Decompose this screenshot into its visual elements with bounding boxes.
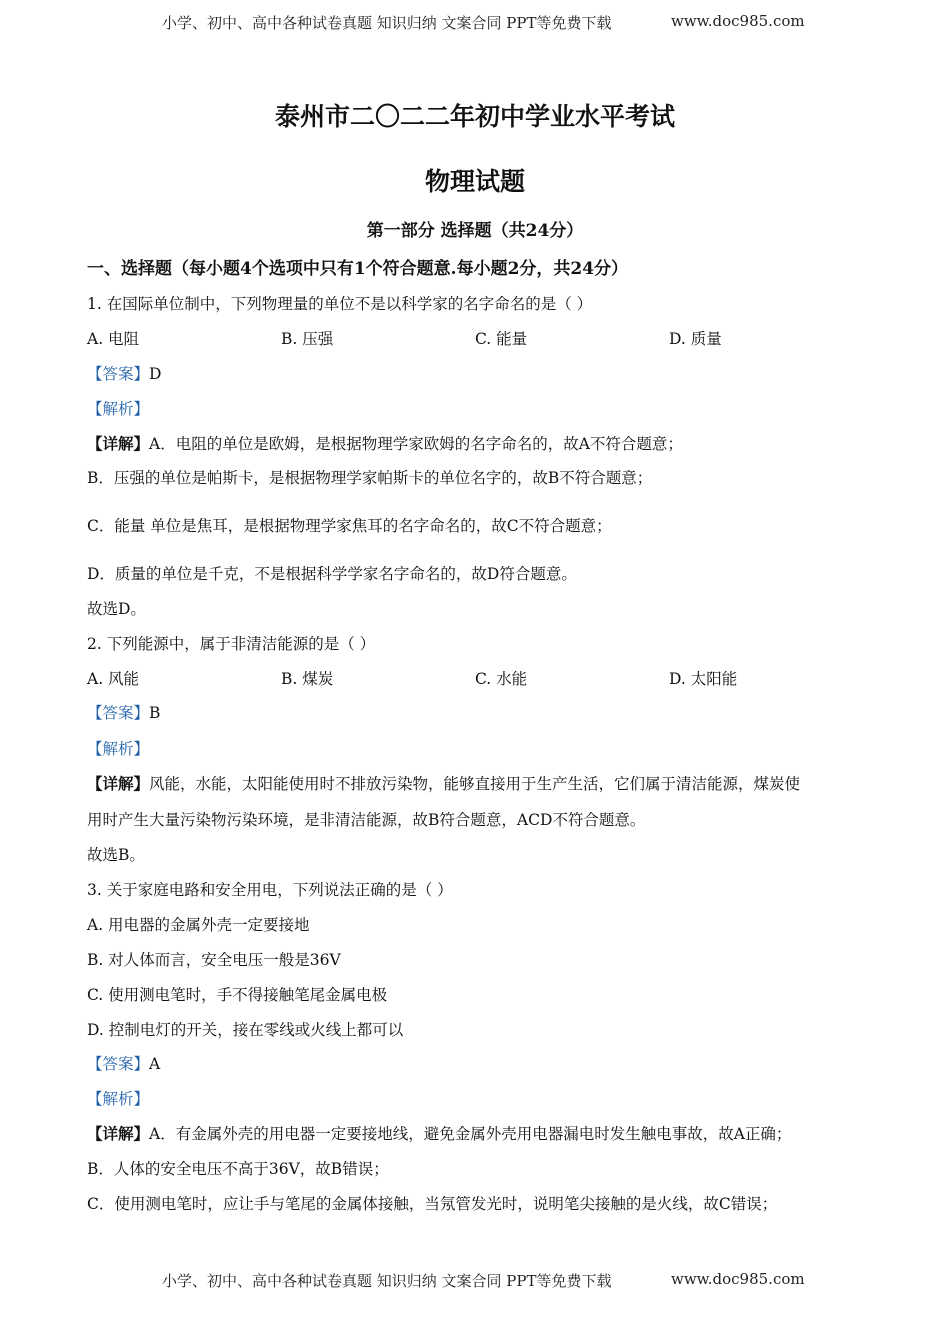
answer-label: 【答案】 bbox=[87, 1055, 150, 1073]
detail-label: 【详解】 bbox=[87, 774, 150, 793]
page-header-text: 小学、初中、高中各种试卷真题 知识归纳 文案合同 PPT等免费下载 bbox=[162, 14, 612, 32]
part-title: 第一部分 选择题（共24分） bbox=[366, 221, 584, 241]
q1-conclusion: 故选D。 bbox=[87, 600, 146, 618]
q1-detail-line bbox=[87, 432, 683, 454]
q2-conclusion: 故选B。 bbox=[87, 846, 145, 864]
q1-option-a: A. 电阻 bbox=[87, 330, 140, 348]
answer-label: 【答案】 bbox=[87, 704, 150, 722]
q1-detail-line: B．压强的单位是帕斯卡，是根据物理学家帕斯卡的单位名字的，故B不符合题意； bbox=[87, 469, 653, 487]
q1-detail-line: C．能量 单位是焦耳，是根据物理学家焦耳的名字命名的，故C不符合题意； bbox=[87, 517, 612, 535]
q1-analysis-label: 【解析】 bbox=[87, 400, 150, 418]
q1-option-c: C. 能量 bbox=[475, 330, 528, 348]
q3-detail-line: C．使用测电笔时，应让手与笔尾的金属体接触，当氖管发光时，说明笔尖接触的是火线，故C错误； bbox=[87, 1195, 778, 1213]
q3-answer-value: A bbox=[149, 1055, 161, 1073]
q2-detail-line bbox=[87, 772, 800, 794]
q2-detail-line: 用时产生大量污染物污染环境，是非清洁能源，故B符合题意，ACD不符合题意。 bbox=[87, 811, 646, 829]
q3-option-b: B. 对人体而言，安全电压一般是36V bbox=[87, 951, 341, 969]
q3-stem: 3. 关于家庭电路和安全用电，下列说法正确的是（ ） bbox=[87, 881, 453, 899]
q1-stem: 1. 在国际单位制中，下列物理量的单位不是以科学家的名字命名的是（ ） bbox=[87, 295, 593, 313]
q2-detail-text: 风能，水能，太阳能使用时不排放污染物，能够直接用于生产生活，它们属于清洁能源，煤炭使 bbox=[149, 775, 801, 793]
q2-analysis-label: 【解析】 bbox=[87, 740, 150, 758]
q1-answer-value: D bbox=[149, 365, 162, 383]
q2-option-a: A. 风能 bbox=[87, 670, 140, 688]
q3-option-d: D. 控制电灯的开关，接在零线或火线上都可以 bbox=[87, 1021, 404, 1039]
q1-detail-text: A．电阻的单位是欧姆，是根据物理学家欧姆的名字命名的，故A不符合题意； bbox=[149, 435, 683, 453]
q3-option-c: C. 使用测电笔时，手不得接触笔尾金属电极 bbox=[87, 986, 388, 1004]
q3-analysis-label: 【解析】 bbox=[87, 1090, 150, 1108]
q3-detail-text: A．有金属外壳的用电器一定要接地线，避免金属外壳用电器漏电时发生触电事故，故A正确； bbox=[149, 1125, 792, 1143]
section-title: 一、选择题（每小题4个选项中只有1个符合题意.每小题2分，共24分） bbox=[87, 259, 629, 279]
q2-answer bbox=[87, 701, 160, 723]
q2-option-d: D. 太阳能 bbox=[669, 670, 738, 688]
q3-answer bbox=[87, 1052, 160, 1074]
q2-stem: 2. 下列能源中，属于非清洁能源的是（ ） bbox=[87, 635, 376, 653]
exam-title: 泰州市二〇二二年初中学业水平考试 bbox=[274, 102, 675, 131]
detail-label: 【详解】 bbox=[87, 434, 150, 453]
q2-option-c: C. 水能 bbox=[475, 670, 528, 688]
q1-answer bbox=[87, 362, 161, 384]
q1-option-d: D. 质量 bbox=[669, 330, 722, 348]
q3-detail-line: B．人体的安全电压不高于36V，故B错误； bbox=[87, 1160, 389, 1178]
page-footer-url[interactable]: www.doc985.com bbox=[671, 1270, 805, 1288]
q3-detail-line bbox=[87, 1122, 791, 1144]
answer-label: 【答案】 bbox=[87, 365, 150, 383]
subject-title: 物理试题 bbox=[424, 167, 525, 196]
q3-option-a: A. 用电器的金属外壳一定要接地 bbox=[87, 916, 310, 934]
page-header-url[interactable]: www.doc985.com bbox=[671, 12, 805, 30]
q2-option-b: B. 煤炭 bbox=[281, 670, 334, 688]
page-footer-text: 小学、初中、高中各种试卷真题 知识归纳 文案合同 PPT等免费下载 bbox=[162, 1272, 612, 1290]
detail-label: 【详解】 bbox=[87, 1124, 150, 1143]
q2-answer-value: B bbox=[149, 704, 161, 722]
q1-option-b: B. 压强 bbox=[281, 330, 334, 348]
q1-detail-line: D．质量的单位是千克，不是根据科学学家名字命名的，故D符合题意。 bbox=[87, 565, 577, 583]
